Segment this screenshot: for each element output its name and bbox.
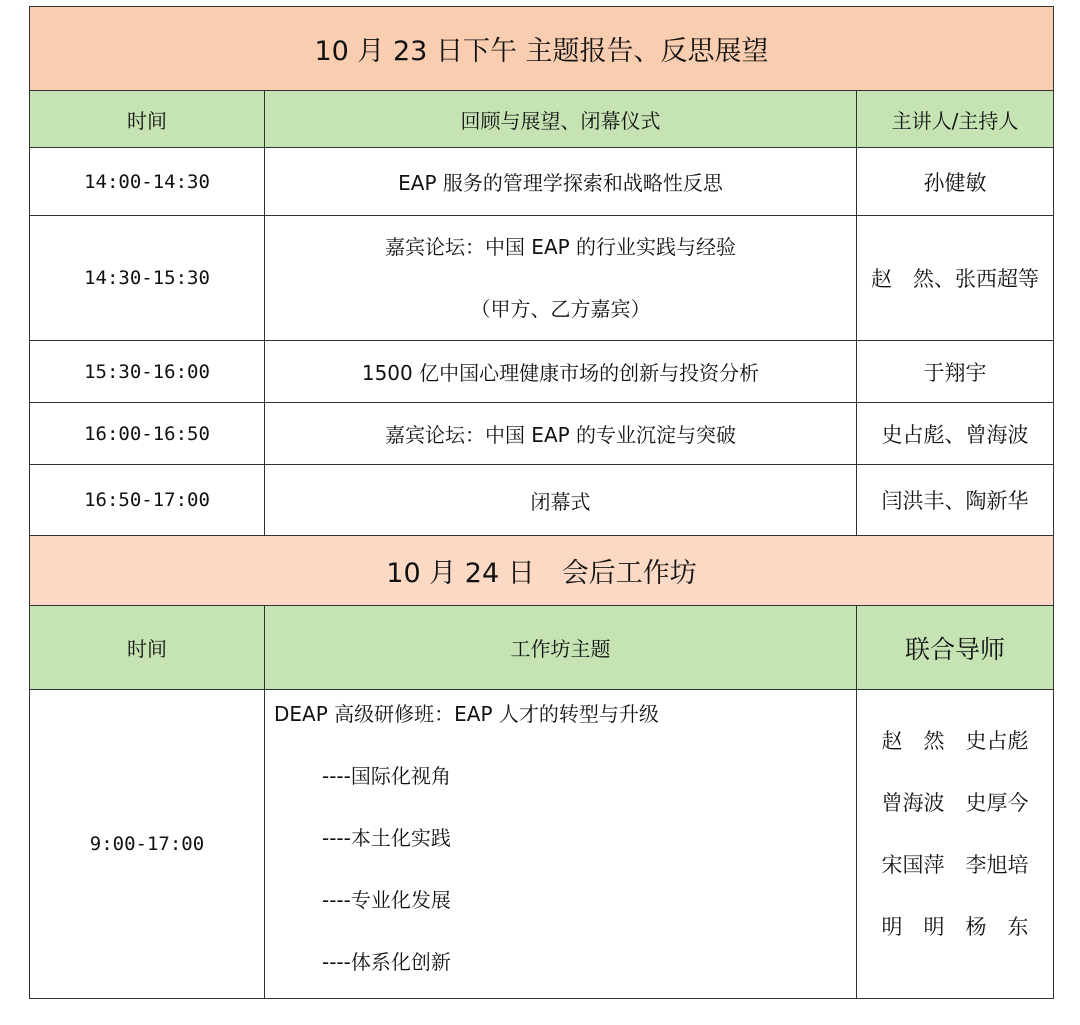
mentor-name: 宋国萍	[881, 853, 945, 877]
workshop-topic-header: 工作坊主题	[265, 606, 857, 690]
time-cell: 16:00-16:50	[30, 403, 265, 465]
day2-header-row	[30, 606, 1054, 690]
mentor-name: 杨 东	[965, 915, 1029, 939]
day1-header-row	[30, 91, 1054, 148]
table-row	[30, 148, 1054, 216]
time-cell: 15:30-16:00	[30, 341, 265, 403]
workshop-item: ----专业化发展	[322, 888, 451, 912]
topic-cell: 闭幕式	[265, 465, 857, 536]
time-cell: 14:30-15:30	[30, 216, 265, 341]
table-row	[30, 465, 1054, 536]
workshop-item: ----国际化视角	[322, 764, 451, 788]
day2-section-row	[30, 536, 1054, 606]
topic-cell: EAP 服务的管理学探索和战略性反思	[265, 148, 857, 216]
time-header: 时间	[30, 606, 265, 690]
table-row	[30, 403, 1054, 465]
topic-line: 嘉宾论坛：中国 EAP 的行业实践与经验	[384, 235, 737, 259]
workshop-item: ----本土化实践	[322, 826, 451, 850]
topic-cell: 1500 亿中国心理健康市场的创新与投资分析	[265, 341, 857, 403]
table-row	[30, 341, 1054, 403]
speaker-cell: 孙健敏	[857, 148, 1054, 216]
table-row	[30, 216, 1054, 341]
workshop-topic-cell	[265, 690, 857, 999]
speaker-cell: 赵 然、张西超等	[857, 216, 1054, 341]
topic-line: （甲方、乙方嘉宾）	[470, 297, 651, 321]
time-header: 时间	[30, 91, 265, 148]
time-cell: 9:00-17:00	[30, 690, 265, 999]
speaker-cell: 史占彪、曾海波	[857, 403, 1054, 465]
topic-cell: 嘉宾论坛：中国 EAP 的专业沉淀与突破	[265, 403, 857, 465]
workshop-item: ----体系化创新	[322, 950, 451, 974]
speaker-cell: 闫洪丰、陶新华	[857, 465, 1054, 536]
mentor-name: 李旭培	[965, 853, 1029, 877]
day1-section-title: 10 月 23 日下午 主题报告、反思展望	[30, 7, 1054, 91]
mentor-cell	[857, 690, 1054, 999]
mentor-name: 赵 然	[881, 729, 945, 753]
speaker-cell: 于翔宇	[857, 341, 1054, 403]
topic-cell	[265, 216, 857, 341]
workshop-title: DEAP 高级研修班：EAP 人才的转型与升级	[274, 702, 659, 726]
mentor-header: 联合导师	[857, 606, 1054, 690]
mentor-name: 史厚今	[965, 791, 1029, 815]
speaker-header: 主讲人/主持人	[857, 91, 1054, 148]
time-cell: 16:50-17:00	[30, 465, 265, 536]
mentor-name: 史占彪	[965, 729, 1029, 753]
time-cell: 14:00-14:30	[30, 148, 265, 216]
mentor-list	[857, 710, 1053, 958]
workshop-row	[30, 690, 1054, 999]
schedule-table	[29, 6, 1054, 999]
topic-header: 回顾与展望、闭幕仪式	[265, 91, 857, 148]
mentor-name: 明 明	[881, 915, 945, 939]
mentor-name: 曾海波	[881, 791, 945, 815]
day2-section-title: 10 月 24 日 会后工作坊	[30, 536, 1054, 606]
day1-section-row	[30, 7, 1054, 91]
